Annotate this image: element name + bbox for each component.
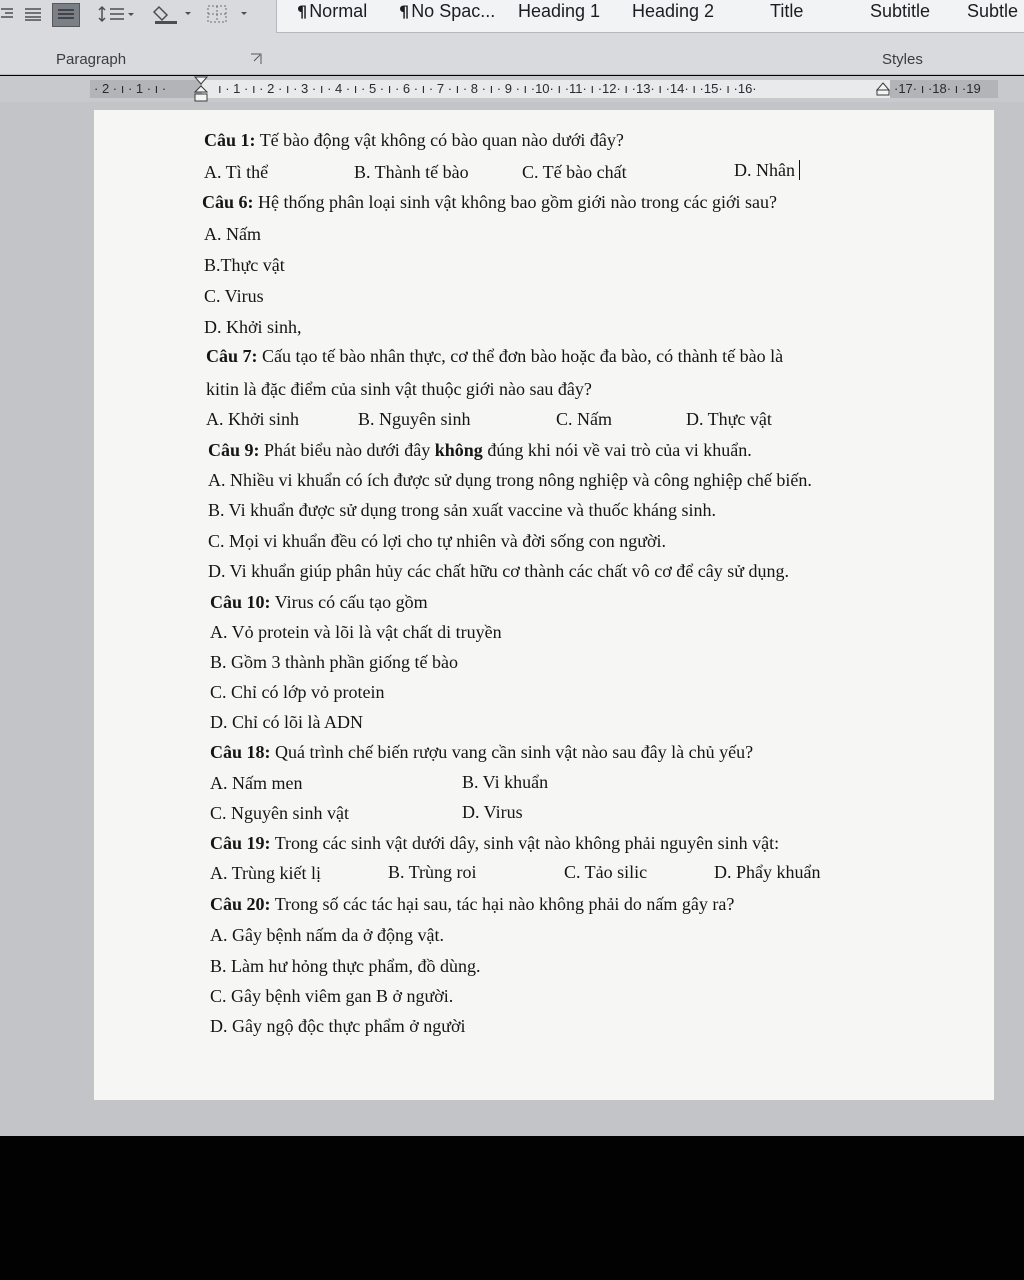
question-text: Trong các sinh vật dưới dây, sinh vật nào không phải nguyên sinh vật: (270, 833, 780, 853)
ruler (0, 76, 1024, 102)
option: D. Virus (462, 802, 523, 822)
shading-icon[interactable] (150, 3, 196, 25)
style-title[interactable]: Title (770, 1, 804, 21)
style-normal[interactable] (297, 1, 367, 22)
document-workspace (0, 102, 1024, 1136)
option: D. Vi khuẩn giúp phân hủy các chất hữu cơ thành các chất vô cơ để cây sử dụng. (208, 561, 789, 581)
option: A. Trùng kiết lị (210, 863, 322, 883)
text-cursor (799, 160, 800, 180)
question-19 (210, 833, 779, 854)
style-heading-1[interactable]: Heading 1 (518, 1, 601, 21)
option: D. Khởi sinh, (204, 317, 302, 337)
paragraph-group-label: Paragraph (56, 51, 127, 68)
option: B. Gồm 3 thành phần giống tế bào (210, 652, 458, 672)
option: D. Thực vật (686, 409, 772, 429)
option: C. Mọi vi khuẩn đều có lợi cho tự nhiên và đời sống con người. (208, 531, 667, 551)
question-18 (210, 742, 753, 763)
ruler-ticks-right: ·17· ı ·18· ı ·19 (894, 81, 981, 96)
option: A. Khởi sinh (206, 409, 300, 429)
option: C. Nấm (556, 409, 612, 429)
screen-bezel (0, 1136, 1024, 1280)
question-text: Quá trình chế biến rượu vang cần sinh vật nào sau đây là chủ yếu? (270, 742, 754, 762)
option: C. Tảo silic (564, 862, 648, 882)
question-text: Phát biểu nào dưới đây (259, 440, 435, 460)
option: C. Virus (204, 286, 264, 306)
option: D. Phẩy khuẩn (714, 862, 821, 882)
option: B. Vi khuẩn (462, 772, 549, 792)
option-with-caret (734, 160, 800, 181)
style-subtle[interactable]: Subtle (967, 1, 1019, 21)
question-label: Câu 18: (210, 742, 271, 762)
question-label: Câu 19: (210, 833, 271, 853)
ruler-track (90, 80, 998, 98)
question-emphasis: không (434, 440, 483, 460)
justify-icon[interactable] (22, 3, 44, 25)
option: B. Trùng roi (388, 862, 477, 882)
right-indent-marker-icon[interactable] (876, 82, 890, 96)
option: B. Làm hư hỏng thực phẩm, đồ dùng. (210, 956, 481, 976)
question-text: đúng khi nói về vai trò của vi khuẩn. (482, 440, 752, 460)
option: D. Nhân (734, 160, 795, 180)
styles-gallery (276, 0, 1024, 33)
paragraph-mark: ¶ (399, 2, 410, 21)
question-label: Câu 1: (204, 130, 256, 150)
option: B. Nguyên sinh (358, 409, 471, 429)
styles-group-label: Styles (882, 51, 923, 68)
style-no-spacing[interactable] (399, 1, 495, 22)
question-text: Virus có cấu tạo gồm (270, 592, 428, 612)
question-text: Trong số các tác hại sau, tác hại nào không phải do nấm gây ra? (270, 894, 735, 914)
ruler-ticks-left: · 2 · ı · 1 · ı · (94, 81, 167, 96)
option: A. Nấm men (210, 773, 303, 793)
question-label: Câu 20: (210, 894, 271, 914)
borders-icon[interactable] (204, 3, 252, 25)
question-text: Cấu tạo tế bào nhân thực, cơ thể đơn bào hoặc đa bào, có thành tế bào là (257, 346, 784, 366)
line-spacing-icon[interactable] (96, 3, 136, 25)
style-normal-label: Normal (309, 1, 368, 21)
question-label: Câu 10: (210, 592, 271, 612)
question-text: Tế bào động vật không có bào quan nào dưới đây? (255, 130, 624, 150)
option: C. Nguyên sinh vật (210, 803, 349, 823)
question-20 (210, 894, 734, 915)
option: A. Nấm (204, 224, 261, 244)
paragraph-mark: ¶ (297, 2, 308, 21)
paragraph-tools (0, 0, 270, 28)
option: D. Gây ngộ độc thực phẩm ở người (210, 1016, 466, 1036)
style-subtitle[interactable]: Subtitle (870, 1, 931, 21)
option: B. Vi khuẩn được sử dụng trong sản xuất vaccine và thuốc kháng sinh. (208, 500, 717, 520)
align-justify-selected-icon[interactable] (52, 3, 80, 27)
document-page[interactable] (94, 110, 994, 1100)
style-no-spacing-label: No Spac... (411, 1, 496, 21)
style-heading-2[interactable]: Heading 2 (632, 1, 715, 21)
option: A. Tì thể (204, 162, 269, 182)
option: C. Gây bệnh viêm gan B ở người. (210, 986, 454, 1006)
dialog-launcher-icon[interactable] (250, 53, 262, 65)
option: A. Nhiều vi khuẩn có ích được sử dụng trong nông nghiệp và công nghiệp chế biến. (208, 470, 812, 490)
question-9 (208, 440, 752, 461)
ribbon (0, 0, 1024, 75)
question-7-cont: kitin là đặc điểm của sinh vật thuộc giới nào sau đây? (206, 379, 592, 399)
align-right-icon[interactable] (0, 3, 14, 25)
question-label: Câu 9: (208, 440, 260, 460)
ruler-ticks-main: ı · 1 · ı · 2 · ı · 3 · ı · 4 · ı · 5 · ı · 6 · ı · 7 · ı · 8 · ı · 9 · ı ·10· ı ·11· ı ·12· ı ·13· ı ·14· ı ·15· ı ·16· (218, 81, 757, 96)
question-text: Hệ thống phân loại sinh vật không bao gồm giới nào trong các giới sau? (253, 192, 777, 212)
option: A. Vỏ protein và lõi là vật chất di truyền (210, 622, 502, 642)
indent-marker-icon[interactable] (194, 76, 208, 102)
option: C. Tế bào chất (522, 162, 627, 182)
question-label: Câu 6: (202, 192, 254, 212)
question-6 (202, 192, 777, 213)
option: B.Thực vật (204, 255, 285, 275)
question-10 (210, 592, 428, 613)
option: A. Gây bệnh nấm da ở động vật. (210, 925, 444, 945)
question-label: Câu 7: (206, 346, 258, 366)
option: B. Thành tế bào (354, 162, 469, 182)
option: D. Chỉ có lõi là ADN (210, 712, 363, 732)
question-7 (206, 346, 783, 367)
question-1 (204, 130, 624, 151)
option: C. Chỉ có lớp vỏ protein (210, 682, 385, 702)
